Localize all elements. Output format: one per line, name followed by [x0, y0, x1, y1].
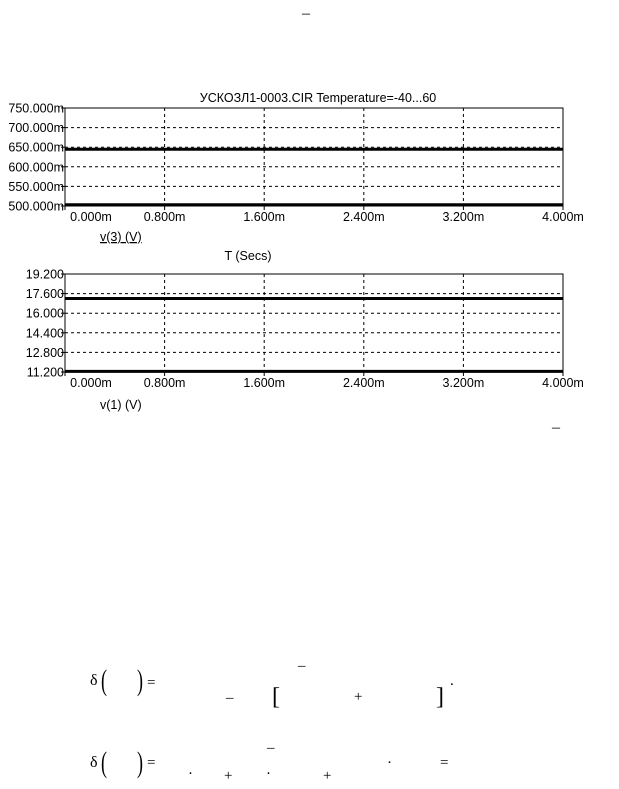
y-axis-label: v(1) (V) [100, 398, 142, 412]
left-bracket: [ [272, 684, 280, 710]
y-axis-label: v(3) (V) [100, 230, 142, 244]
right-paren: ) [137, 664, 143, 697]
dot-operator: · [188, 766, 193, 782]
plus-sign: + [323, 768, 332, 784]
y-tick-label: 750.000m [8, 101, 64, 116]
y-tick-label: 500.000m [8, 199, 64, 214]
x-tick-label: 4.000m [542, 376, 584, 390]
x-tick-label: 3.200m [442, 376, 485, 390]
x-axis-label: T (Secs) [224, 249, 272, 263]
x-tick-label: 0.800m [143, 376, 186, 390]
x-tick-label: 3.200m [442, 210, 485, 224]
plus-sign: + [354, 689, 363, 705]
overbar-mark: – [267, 740, 275, 756]
delta-symbol: δ [90, 754, 98, 771]
y-tick-label: 14.400 [25, 326, 64, 341]
left-paren: ( [101, 746, 107, 779]
left-paren: ( [101, 664, 107, 697]
plot-frame [65, 108, 563, 206]
plus-sign: + [224, 768, 233, 784]
y-tick-label: 550.000m [8, 179, 64, 194]
x-tick-label: 4.000m [542, 210, 584, 224]
equals-sign: = [147, 675, 156, 691]
equals-sign: = [147, 755, 156, 771]
equals-sign: = [440, 755, 449, 771]
x-tick-label: 0.000m [70, 376, 112, 390]
x-tick-label: 2.400m [342, 376, 385, 390]
y-tick-label: 17.600 [25, 287, 64, 302]
overbar-mark: – [298, 658, 306, 674]
right-paren: ) [137, 746, 143, 779]
y-tick-label: 12.800 [25, 345, 64, 360]
y-tick-label: 600.000m [8, 160, 64, 175]
top-dash-mark: – [302, 5, 310, 22]
right-bracket: ] [436, 684, 444, 710]
x-tick-label: 1.600m [243, 210, 286, 224]
delta-symbol: δ [90, 672, 98, 689]
x-tick-label: 2.400m [342, 210, 385, 224]
x-tick-label: 0.000m [70, 210, 112, 224]
dot-operator: · [266, 766, 271, 782]
plot-frame [65, 274, 563, 372]
y-tick-label: 700.000m [8, 121, 64, 136]
dot-operator: · [387, 755, 392, 771]
x-tick-label: 0.800m [143, 210, 186, 224]
mid-dash-mark: – [552, 419, 560, 436]
chart-title: УСКОЗЛ1-0003.CIR Temperature=-40...60 [199, 91, 437, 105]
minus-sign: – [226, 690, 234, 706]
y-tick-label: 16.000 [25, 306, 64, 321]
y-tick-label: 650.000m [8, 140, 64, 155]
y-tick-label: 19.200 [25, 267, 64, 282]
y-tick-label: 11.200 [26, 365, 64, 380]
x-tick-label: 1.600m [243, 376, 286, 390]
period-dot: . [450, 673, 454, 689]
